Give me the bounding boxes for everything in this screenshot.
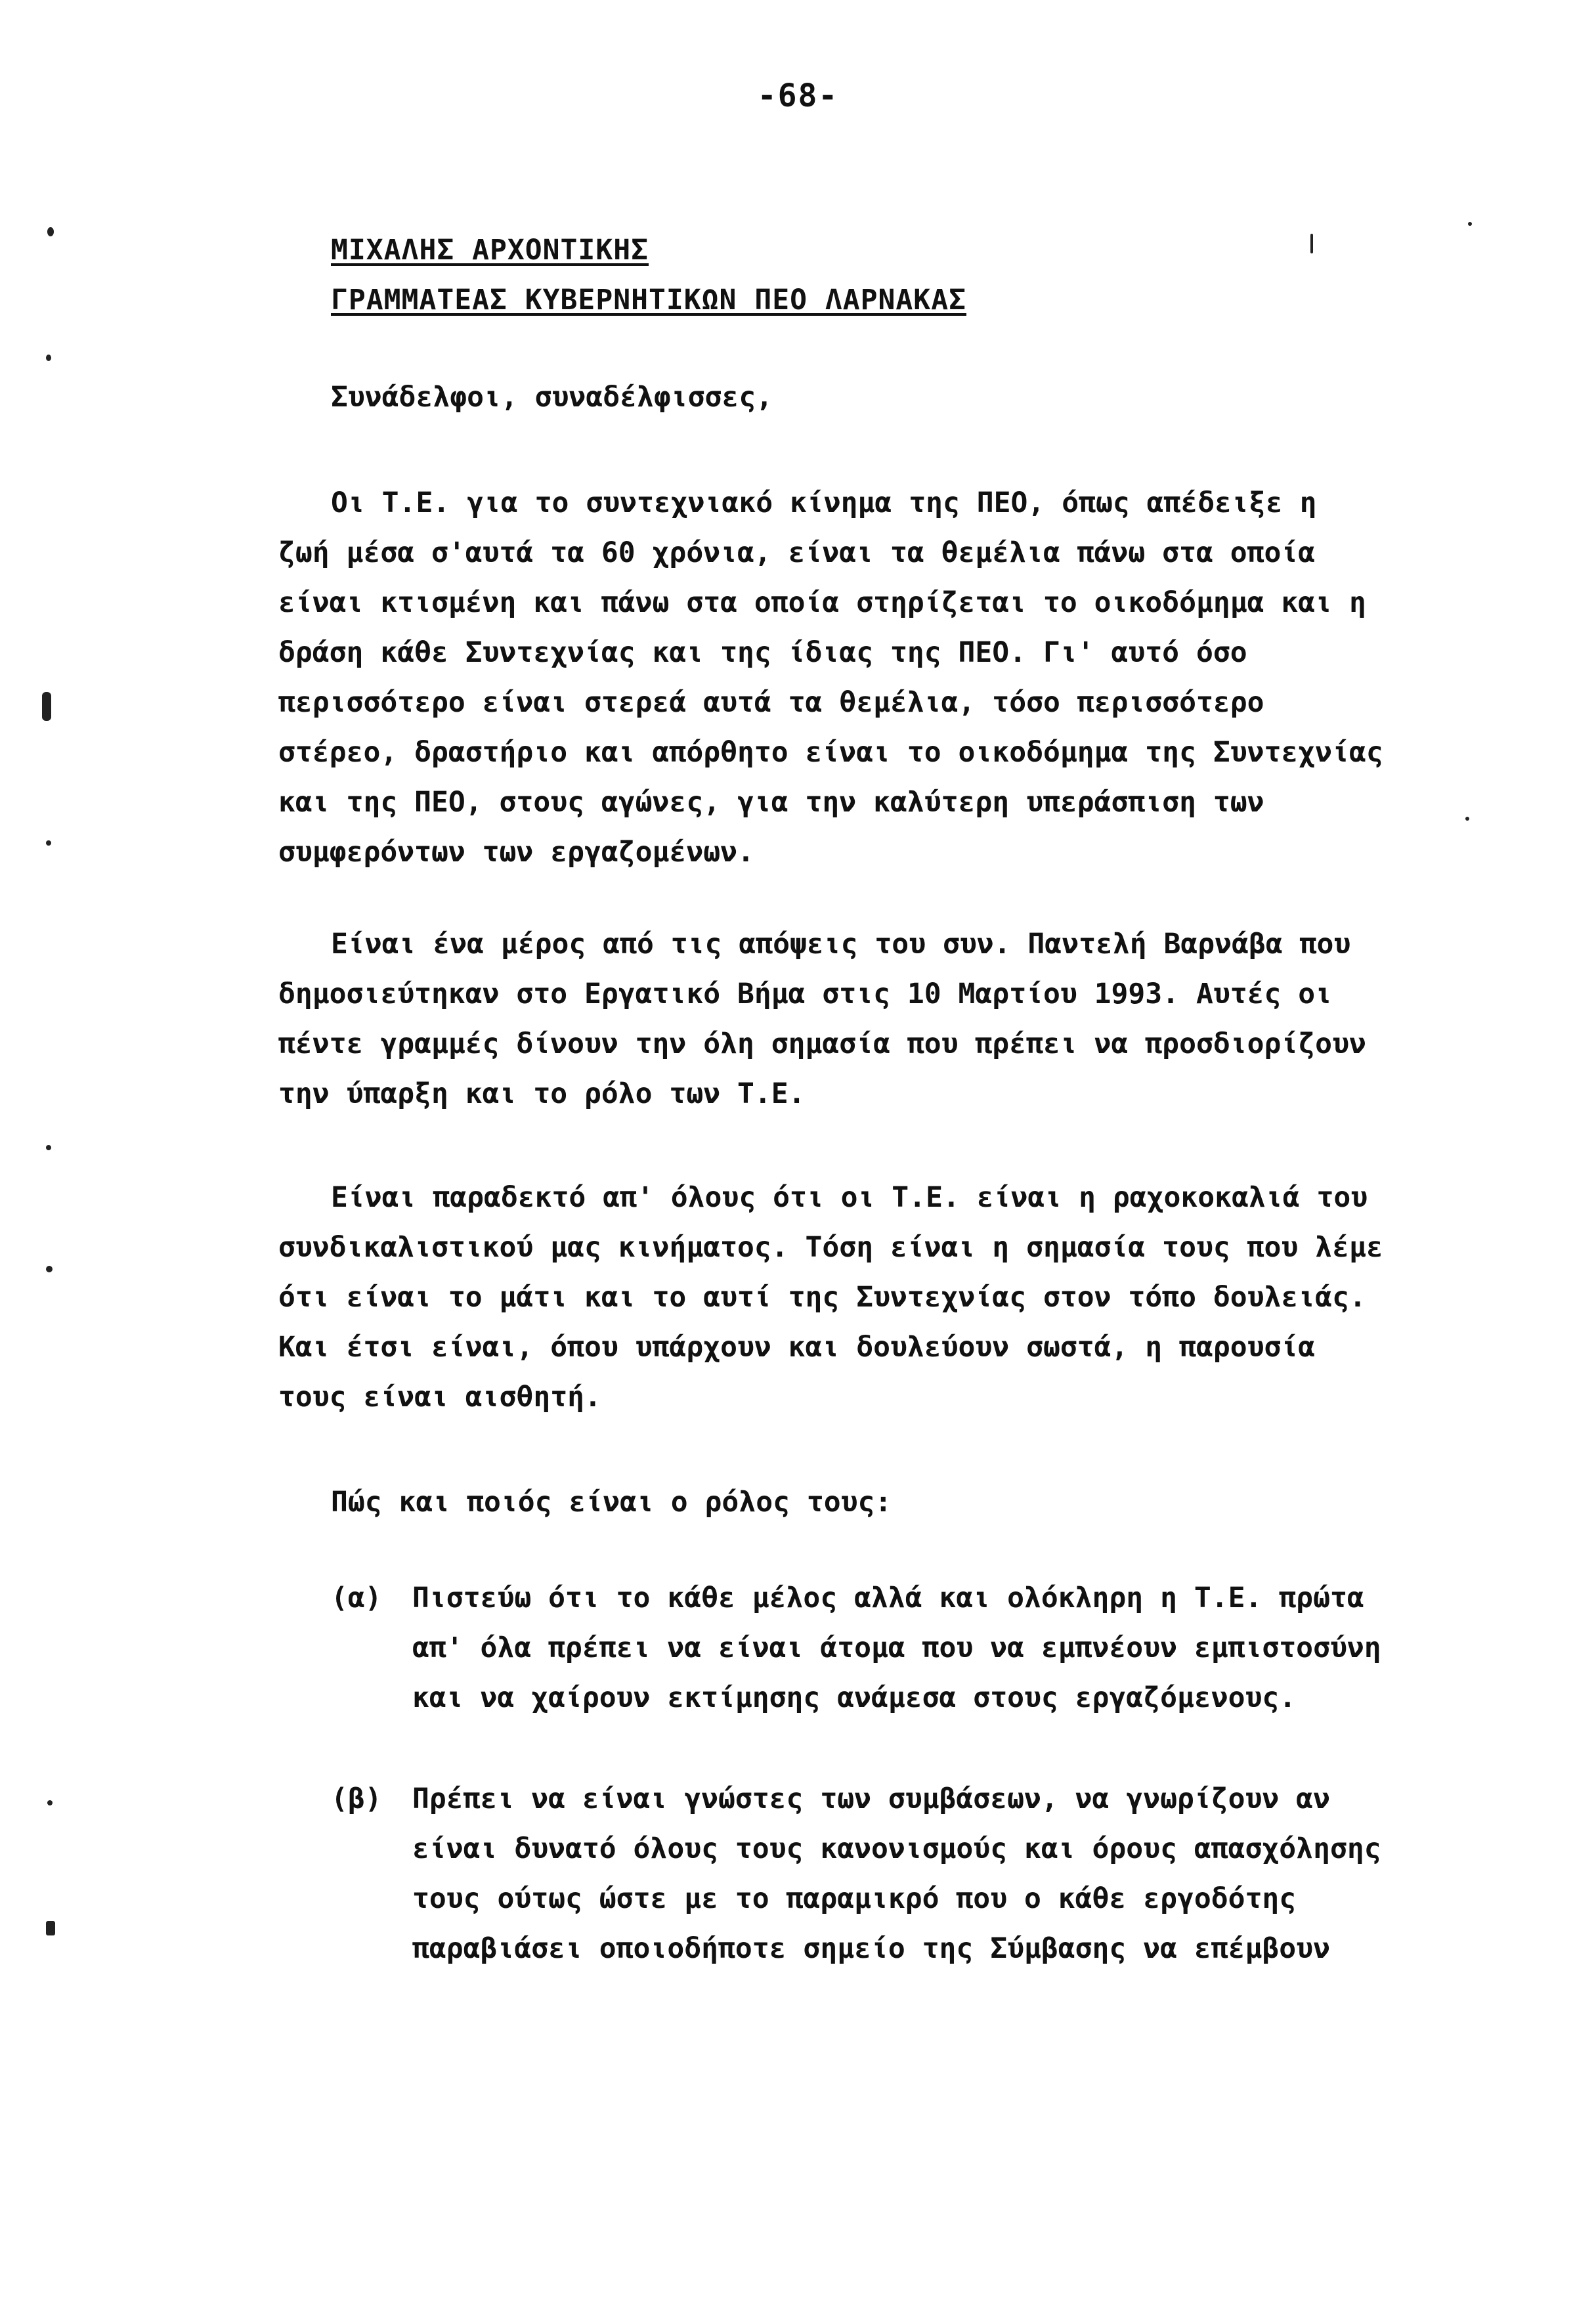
paragraph-line: Είναι παραδεκτό απ' όλους ότι οι Τ.Ε. είναι η ραχοκοκαλιά του xyxy=(331,1181,1368,1214)
list-item-line: Πιστεύω ότι το κάθε μέλος αλλά και ολόκληρη η Τ.Ε. πρώτα xyxy=(412,1582,1364,1614)
paragraph-line: Οι Τ.Ε. για το συντεχνιακό κίνημα της ΠΕΟ, όπως απέδειξε η xyxy=(331,486,1317,519)
paragraph-line: ότι είναι το μάτι και το αυτί της Συντεχνίας στον τόπο δουλειάς. xyxy=(278,1281,1366,1314)
paragraph-line: ζωή μέσα σ'αυτά τα 60 χρόνια, είναι τα θεμέλια πάνω στα οποία xyxy=(278,536,1316,569)
paragraph-line: την ύπαρξη και το ρόλο των Τ.Ε. xyxy=(278,1077,806,1110)
paragraph-line: και της ΠΕΟ, στους αγώνες, για την καλύτερη υπεράσπιση των xyxy=(278,786,1264,819)
scan-speck xyxy=(46,1921,55,1935)
paragraph-line: δράση κάθε Συντεχνίας και της ίδιας της ΠΕΟ. Γι' αυτό όσο xyxy=(278,636,1247,669)
paragraph-line: τους είναι αισθητή. xyxy=(278,1381,601,1414)
list-item-body xyxy=(412,1573,1381,1723)
scan-speck xyxy=(42,692,51,721)
scan-speck xyxy=(1468,222,1472,226)
paragraph-line: Πώς και ποιός είναι ο ρόλος τους: xyxy=(331,1486,892,1519)
list-item-line: τους ούτως ώστε με το παραμικρό που ο κάθε εργοδότης xyxy=(412,1882,1297,1915)
scan-speck xyxy=(47,227,54,236)
author-name: ΜΙΧΑΛΗΣ ΑΡΧΟΝΤΙΚΗΣ xyxy=(331,234,649,267)
paragraph xyxy=(278,1477,1394,1527)
paragraph xyxy=(278,478,1394,877)
scan-speck xyxy=(1310,234,1313,253)
paragraph-line: δημοσιεύτηκαν στο Εργατικό Βήμα στις 10 Μαρτίου 1993. Αυτές οι xyxy=(278,978,1333,1010)
greeting: Συνάδελφοι, συναδέλφισσες, xyxy=(331,381,773,414)
paragraph xyxy=(278,919,1394,1119)
paragraph-line: είναι κτισμένη και πάνω στα οποία στηρίζεται το οικοδόμημα και η xyxy=(278,586,1366,619)
paragraph-line: περισσότερο είναι στερεά αυτά τα θεμέλια, τόσο περισσότερο xyxy=(278,686,1264,719)
paragraph-line: στέρεο, δραστήριο και απόρθητο είναι το οικοδόμημα της Συντεχνίας xyxy=(278,736,1383,769)
paragraph-line: Είναι ένα μέρος από τις απόψεις του συν. Παντελή Βαρνάβα που xyxy=(331,928,1351,961)
paragraph-line: πέντε γραμμές δίνουν την όλη σημασία που πρέπει να προσδιορίζουν xyxy=(278,1027,1366,1060)
scan-speck xyxy=(47,1800,53,1805)
list-item-line: Πρέπει να είναι γνώστες των συμβάσεων, να γνωρίζουν αν xyxy=(412,1782,1330,1815)
scan-speck xyxy=(46,355,51,361)
paragraph xyxy=(278,1173,1394,1422)
paragraph-line: Και έτσι είναι, όπου υπάρχουν και δουλεύουν σωστά, η παρουσία xyxy=(278,1331,1316,1364)
scan-speck xyxy=(46,840,51,846)
scan-speck xyxy=(46,1145,51,1150)
list-item-body xyxy=(412,1774,1381,1974)
author-title: ΓΡΑΜΜΑΤΕΑΣ ΚΥΒΕΡΝΗΤΙΚΩΝ ΠΕΟ ΛΑΡΝΑΚΑΣ xyxy=(331,284,966,316)
scan-speck xyxy=(1465,817,1469,821)
list-item-line: είναι δυνατό όλους τους κανονισμούς και όρους απασχόλησης xyxy=(412,1832,1381,1865)
list-item-marker: (α) xyxy=(331,1582,382,1614)
list-item-line: παραβιάσει οποιοδήποτε σημείο της Σύμβασης να επέμβουν xyxy=(412,1932,1330,1965)
page-number: -68- xyxy=(757,77,839,114)
list-item-line: και να χαίρουν εκτίμησης ανάμεσα στους εργαζόμενους. xyxy=(412,1681,1297,1714)
paragraph-line: συνδικαλιστικού μας κινήματος. Τόση είναι η σημασία τους που λέμε xyxy=(278,1231,1383,1264)
paragraph-line: συμφερόντων των εργαζομένων. xyxy=(278,836,754,869)
list-item-marker: (β) xyxy=(331,1782,382,1815)
list-item-line: απ' όλα πρέπει να είναι άτομα που να εμπνέουν εμπιστοσύνη xyxy=(412,1631,1381,1664)
scan-speck xyxy=(46,1266,53,1272)
